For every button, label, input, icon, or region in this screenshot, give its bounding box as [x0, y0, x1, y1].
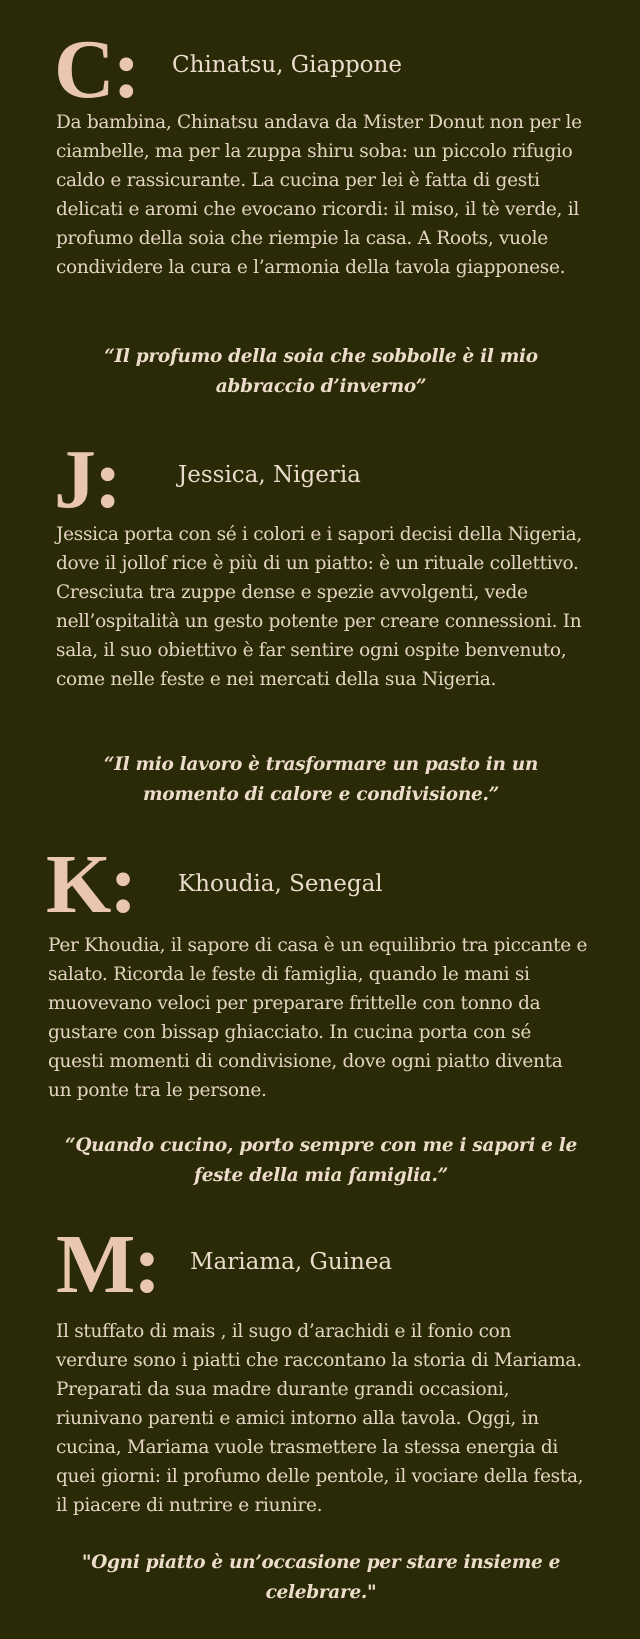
profile-bio: Jessica porta con sé i colori e i sapori decisi della Nigeria, dove il jollof rice è più di un piatto: è un rituale collettivo. Cresciuta tra zuppe dense e spezie avvolgenti, vede nell’ospitalità un gesto potente per creare connessioni. In sala, il suo obiettivo è far sentire ogni ospite benvenuto, come nelle feste e nei mercati della sua Nigeria. — [56, 524, 582, 690]
profile-name: Jessica, Nigeria — [178, 462, 361, 488]
profile-name: Khoudia, Senegal — [178, 871, 383, 897]
profile-quote: “Il profumo della soia che sobbolle è il mio abbraccio d’inverno” — [104, 346, 538, 397]
profile-name: Mariama, Guinea — [190, 1249, 393, 1275]
profile-initial: K: — [46, 838, 136, 931]
profile-initial: C: — [54, 23, 139, 116]
profile-bio: Il stuffato di mais , il sugo d’arachidi e il fonio con verdure sono i piatti che raccontano la storia di Mariama. Preparati da sua madre durante grandi occasioni, riunivano parenti e amici intorno alla tavola. Oggi, in cucina, Mariama vuole trasmettere la stessa energia di quei giorni: il profumo delle pentole, il vociare della festa, il piacere di nutrire e riunire. — [56, 1321, 584, 1516]
profile-initial: M: — [56, 1218, 160, 1311]
profile-quote: “Quando cucino, porto sempre con me i sapori e le feste della mia famiglia.” — [65, 1135, 577, 1186]
profile-bio: Per Khoudia, il sapore di casa è un equilibrio tra piccante e salato. Ricorda le feste di famiglia, quando le mani si muovevano veloci per preparare frittelle con tonno da gustare con bissap ghiacciato. In cucina porta con sé questi momenti di condivisione, dove ogni piatto diventa un ponte tra le persone. — [48, 935, 588, 1101]
profile-name: Chinatsu, Giappone — [172, 52, 402, 78]
profile-initial: J: — [54, 433, 120, 526]
profile-bio: Da bambina, Chinatsu andava da Mister Donut non per le ciambelle, ma per la zuppa shiru soba: un piccolo rifugio caldo e rassicurante. La cucina per lei è fatta di gesti delicati e aromi che evocano ricordi: il miso, il tè verde, il profumo della soia che riempie la casa. A Roots, vuole condividere la cura e l’armonia della tavola giapponese. — [56, 112, 582, 278]
profile-quote: “Il mio lavoro è trasformare un pasto in un momento di calore e condivisione.” — [103, 754, 539, 805]
profile-quote: "Ogni piatto è un’occasione per stare insieme e celebrare." — [81, 1552, 561, 1603]
